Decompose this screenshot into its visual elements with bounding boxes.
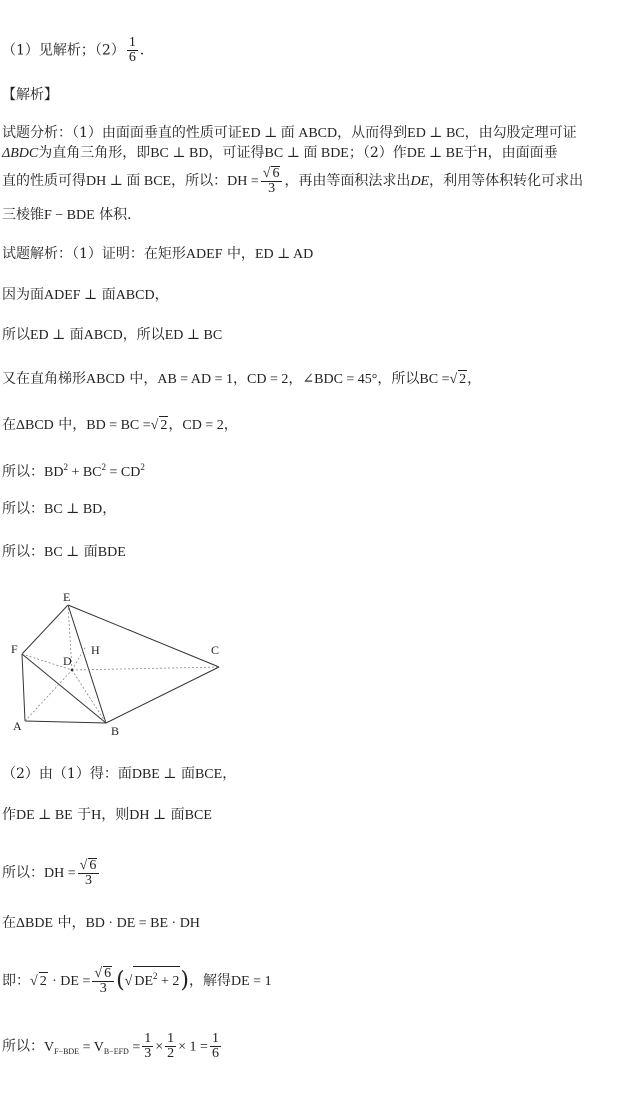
math: DE = 1 — [231, 974, 272, 989]
text: ，所以 — [122, 327, 165, 343]
fraction — [142, 1032, 153, 1061]
label-f: F — [11, 642, 18, 656]
solution-line-8 — [2, 543, 126, 562]
text: ， — [467, 371, 482, 387]
exp: 2 — [63, 462, 68, 472]
math: BC ⊥ — [44, 545, 80, 560]
part2-line-3 — [2, 858, 101, 888]
den: 3 — [268, 181, 276, 196]
den: 3 — [84, 873, 92, 888]
text: 中， — [129, 371, 158, 387]
analysis-line-3 — [2, 166, 583, 196]
text: 为直角三角形，即 — [38, 145, 151, 161]
math: BC ⊥ 面 BDE — [264, 146, 349, 161]
answer-prefix: （1）见解析；（2） — [2, 42, 125, 59]
math: ADEF — [185, 247, 223, 262]
math: BDE — [97, 545, 126, 560]
text: ， — [154, 287, 169, 303]
text: ；（2）作 — [348, 145, 407, 161]
t: = V — [82, 1039, 104, 1055]
text: ， — [288, 371, 303, 387]
math: ABCD — [86, 372, 125, 387]
section-title: 【解析】 — [2, 87, 58, 103]
math: ΔBDC — [2, 146, 39, 161]
t: + BC — [71, 465, 102, 480]
label-b: B — [111, 724, 120, 738]
text: 作 — [2, 807, 16, 823]
num: 1 — [167, 1031, 175, 1046]
math: ED ⊥ BC — [164, 328, 223, 343]
den: 2 — [167, 1046, 175, 1061]
text: 中， — [57, 915, 86, 931]
text: ， — [168, 417, 183, 433]
exp: 2 — [153, 971, 158, 981]
text: ， — [222, 766, 237, 782]
text: 所以： — [2, 544, 44, 560]
math: ∠BDC = 45° — [302, 372, 378, 387]
t: BD — [44, 465, 64, 480]
math: BCE — [194, 767, 223, 782]
math: DE ⊥ BE — [16, 808, 73, 823]
den: 3 — [144, 1046, 152, 1061]
solution-line-4 — [2, 370, 481, 389]
text: ，由勾股定理可证 — [464, 125, 577, 141]
math: ABCD — [83, 328, 123, 343]
text: 中， — [58, 417, 87, 433]
analysis-line-1 — [2, 124, 577, 143]
num: √ 6 — [92, 966, 114, 982]
text: 即： — [2, 973, 30, 989]
text: 所以： — [2, 464, 44, 480]
text: ，则 — [101, 807, 130, 823]
answer-end: ． — [139, 42, 154, 59]
radicand — [133, 966, 180, 991]
den: 3 — [99, 981, 107, 996]
math — [44, 1040, 140, 1055]
subscript: B−EFD — [103, 1046, 129, 1056]
math: BC = — [419, 372, 450, 387]
text: ，所以： — [171, 173, 228, 189]
text: ， — [233, 371, 248, 387]
text: 在 — [2, 417, 16, 433]
text: 试题解析：（1）证明：在矩形 — [2, 246, 186, 262]
label-d: D — [63, 654, 72, 668]
math: CD = 2 — [182, 418, 224, 433]
text: 三棱锥 — [2, 207, 44, 223]
math: DH ⊥ 面 BCE — [86, 174, 172, 189]
radicand: 6 — [272, 166, 280, 181]
solution-line-1 — [2, 245, 313, 264]
text: ，利用等体积转化可求出 — [429, 173, 584, 189]
solution-line-7 — [2, 500, 116, 519]
radicand: 6 — [89, 858, 97, 873]
sqrt: √ $DE^2 + 2$ — [125, 974, 181, 989]
math: ED ⊥ — [30, 328, 66, 343]
label-e: E — [63, 590, 71, 604]
radicand: 6 — [104, 966, 112, 981]
text: 面 — [170, 807, 185, 823]
fraction — [78, 858, 100, 888]
radicand: 2 — [459, 372, 467, 387]
solution-line-2 — [2, 286, 169, 305]
num: √ 6 — [261, 166, 283, 182]
sqrt: √ 2 — [150, 418, 168, 433]
exp: 2 — [140, 462, 145, 472]
text: ，由面面垂 — [487, 145, 558, 161]
num: 1 — [211, 1031, 219, 1046]
paren-open: ( — [116, 968, 125, 993]
sqrt: √ 2 — [449, 372, 467, 387]
text: ，解得 — [189, 973, 232, 989]
text: 面 — [83, 544, 98, 560]
label-c: C — [211, 643, 220, 657]
math: DH = — [227, 174, 259, 189]
answer-line — [2, 36, 154, 65]
math: ΔBDE — [16, 916, 54, 931]
label-h: H — [91, 643, 100, 657]
math: BC ⊥ BD — [44, 502, 103, 517]
sqrt: √ 2 — [30, 974, 47, 989]
solid-edges — [22, 605, 219, 723]
math — [44, 462, 145, 480]
math: CD = 2 — [247, 372, 289, 387]
math: DE ⊥ BE — [406, 146, 464, 161]
math: DH ⊥ — [129, 808, 167, 823]
text: 在 — [2, 915, 16, 931]
analysis-line-4 — [2, 206, 141, 225]
text: 面 — [101, 287, 116, 303]
t: = — [132, 1039, 141, 1055]
part2-line-4 — [2, 914, 200, 933]
math: H — [91, 808, 102, 823]
t: = CD — [109, 465, 141, 480]
solution-line-5 — [2, 416, 238, 435]
math: H — [477, 146, 488, 161]
t: V — [44, 1039, 55, 1055]
text: 于 — [77, 807, 92, 823]
text: 中， — [226, 246, 255, 262]
text: 又在直角梯形 — [2, 371, 86, 387]
math: DE — [410, 174, 430, 189]
radicand: 2 — [160, 418, 168, 433]
den: 6 — [211, 1046, 219, 1061]
text: 直的性质可得 — [2, 173, 86, 189]
text: ，所以 — [377, 371, 420, 387]
frac-den: 6 — [128, 50, 136, 65]
text: 所以： — [2, 501, 44, 517]
fraction — [92, 966, 114, 996]
part2-line-2 — [2, 806, 212, 825]
frac-num: 1 — [128, 35, 136, 50]
solution-line-6 — [2, 458, 145, 482]
math: × 1 = — [178, 1039, 208, 1055]
text: ， — [223, 417, 238, 433]
text: ，可证得 — [208, 145, 265, 161]
math: · DE = — [52, 974, 91, 989]
text: 所以： — [2, 1038, 44, 1055]
text: 所以： — [2, 865, 44, 881]
text: （2）由（1）得：面 — [2, 766, 132, 782]
math: ED ⊥ AD — [254, 247, 314, 262]
math: AB = AD = 1 — [157, 372, 234, 387]
math: F − BDE — [44, 208, 95, 223]
math: ADEF ⊥ — [44, 288, 98, 303]
fraction — [210, 1032, 221, 1061]
math: BC ⊥ BD — [150, 146, 209, 161]
times: × — [155, 1039, 164, 1055]
answer-fraction — [127, 36, 138, 65]
math: ED ⊥ 面 ABCD — [241, 126, 338, 141]
point-d — [71, 669, 74, 672]
fraction — [165, 1032, 176, 1061]
text: 于 — [463, 145, 478, 161]
geometry-figure — [10, 587, 235, 742]
math: ED ⊥ BC — [407, 126, 465, 141]
t: DE — [134, 974, 154, 989]
text: 因为面 — [2, 287, 44, 303]
text: ，从而得到 — [337, 125, 408, 141]
label-a: A — [13, 719, 22, 733]
paren-close: ) — [180, 968, 190, 993]
subscript: F−BDE — [54, 1046, 80, 1056]
num: √ 6 — [78, 858, 100, 874]
math: DH = — [44, 866, 76, 881]
labels — [11, 590, 219, 738]
math: ABCD — [115, 288, 155, 303]
t: + 2 — [161, 974, 180, 989]
text: 面 — [180, 766, 195, 782]
text: 面 — [69, 327, 84, 343]
math: DBE ⊥ — [131, 767, 177, 782]
text: 所以 — [2, 327, 30, 343]
part2-line-1 — [2, 765, 236, 784]
math: BCE — [184, 808, 212, 823]
analysis-line-2 — [2, 144, 558, 163]
num: 1 — [144, 1031, 152, 1046]
text: ，再由等面积法求出 — [284, 173, 411, 189]
text: 体积． — [99, 207, 142, 223]
math: BD = BC = — [86, 418, 151, 433]
text: 试题分析：（1）由面面垂直的性质可证 — [2, 125, 242, 141]
part2-line-5 — [2, 966, 272, 996]
exp: 2 — [101, 462, 107, 472]
fraction — [261, 166, 283, 196]
text: ， — [102, 501, 117, 517]
math: BD · DE = BE · DH — [85, 916, 200, 931]
radicand: 2 — [39, 974, 47, 989]
solution-line-3 — [2, 326, 222, 345]
part2-line-6 — [2, 1032, 223, 1061]
math: ΔBCD — [16, 418, 54, 433]
